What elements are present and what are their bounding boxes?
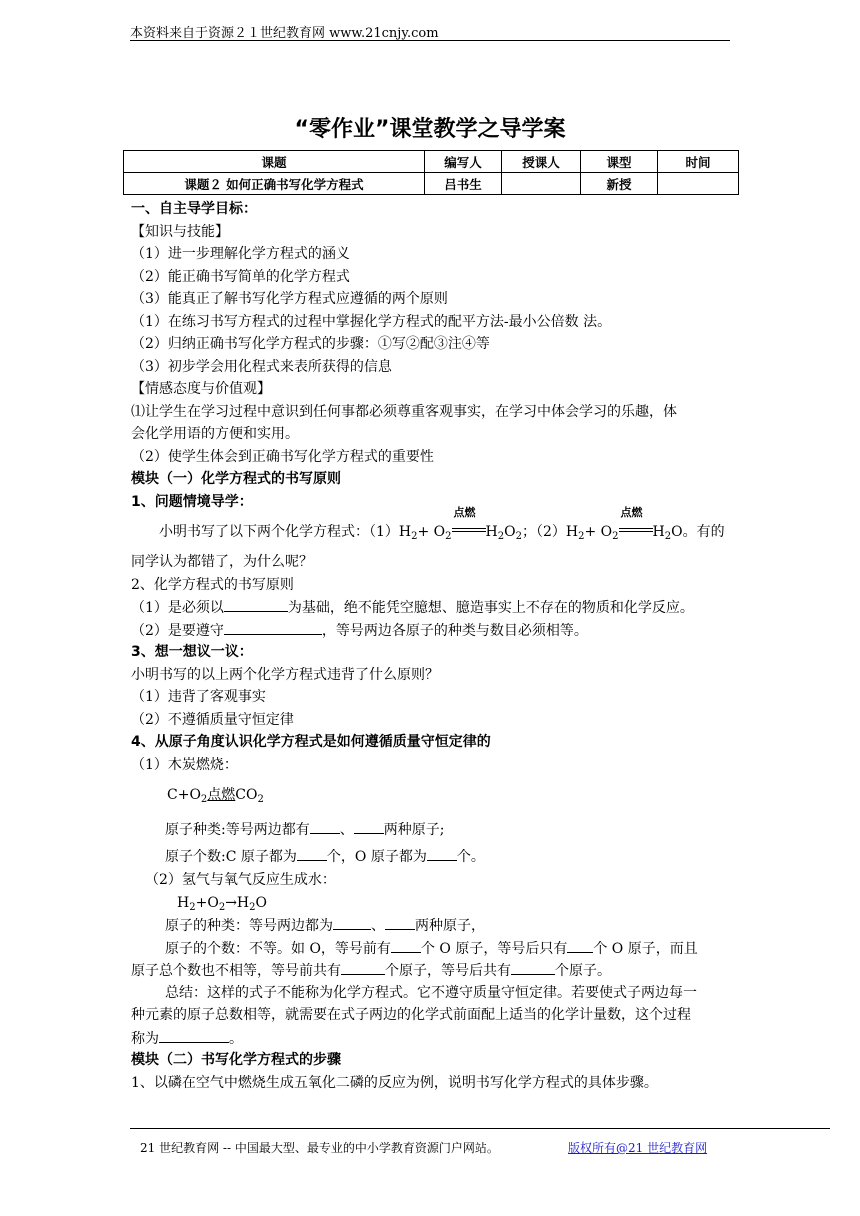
paragraph-line: 同学认为都错了，为什么呢？ xyxy=(131,554,313,570)
table-cell: 吕书生 xyxy=(425,173,502,195)
atom-heading: 4、从原子角度认识化学方程式是如何遵循质量守恒定律的 xyxy=(131,734,491,750)
answer-blank[interactable] xyxy=(511,959,555,975)
table-header-row xyxy=(124,151,739,173)
list-item: （3）初步学会用化程式来表所获得的信息 xyxy=(131,358,392,375)
answer-blank[interactable] xyxy=(391,937,421,953)
fill-blank-line: （2）是要遵守 ，等号两边各原子的种类与数目必须相等。 xyxy=(131,619,731,642)
paragraph-line: ⑴让学生在学习过程中意识到任何事都必须尊重客观事实，在学习中体会学习的乐趣，体 xyxy=(131,403,677,420)
fill-blank-line: 原子的种类：等号两边都为 、 两种原子， xyxy=(131,914,731,937)
principle-heading: 2、化学方程式的书写原则 xyxy=(131,576,294,593)
hydrogen-equation: $H_2+O_2\to H_2O$ xyxy=(177,894,267,913)
equation-line: 小明书写了以下两个化学方程式：$(1)H_2+ O_2$ 点燃 $H_2O_2$；$(2)H_2+ O_2$ 点燃 $H_2O$。有的 xyxy=(159,506,725,542)
answer-blank[interactable] xyxy=(354,818,384,834)
list-item: （2）使学生体会到正确书写化学方程式的重要性 xyxy=(131,448,434,465)
module2-heading: 模块（二）书写化学方程式的步骤 xyxy=(131,1052,341,1068)
table-header-cell: 课题 xyxy=(124,151,425,173)
table-header-cell: 编写人 xyxy=(425,151,502,173)
fill-blank-line: 原子的个数：不等。如 O，等号前有 个 O 原子，等号后只有 个 O 原子，而且 xyxy=(131,937,731,960)
header-divider xyxy=(130,40,730,41)
answer-blank[interactable] xyxy=(224,596,288,612)
ignite-condition: 点燃 xyxy=(452,522,486,536)
table-cell: 新授 xyxy=(581,173,658,195)
page-header-source: 本资料来自于资源２１世纪教育网 www.21cnjy.com xyxy=(130,26,439,41)
paragraph-line: 总结：这样的式子不能称为化学方程式。它不遵守质量守恒定律。若要使式子两边每一 xyxy=(165,984,697,1001)
equation-intro: 小明书写了以下两个化学方程式：（1）H xyxy=(159,524,412,540)
answer-blank[interactable] xyxy=(297,845,327,861)
list-item: （2）氢气与氧气反应生成水： xyxy=(145,872,336,888)
answer-blank[interactable] xyxy=(333,914,371,930)
table-header-cell: 授课人 xyxy=(502,151,581,173)
footer-text: 21 世纪教育网 -- 中国最大型、最专业的中小学教育资源门户网站。 xyxy=(140,1141,499,1155)
table-cell xyxy=(658,173,739,195)
answer-blank[interactable] xyxy=(567,937,593,953)
answer-blank[interactable] xyxy=(427,845,457,861)
list-item: （2）不遵循质量守恒定律 xyxy=(131,711,294,728)
fill-blank-line: 原子个数:C 原子都为 个，O 原子都为 个。 xyxy=(131,845,731,868)
list-item: （3）能真正了解书写化学方程式应遵循的两个原则 xyxy=(131,291,448,307)
paragraph-line: 种元素的原子总数相等，就需要在式子两边的化学式前面配上适当的化学计量数，这个过程 xyxy=(131,1007,691,1023)
fill-blank-line: 原子种类:等号两边都有 、 两种原子; xyxy=(131,818,731,841)
fill-blank-line: 原子总个数也不相等，等号前共有 个原子，等号后共有 个原子。 xyxy=(131,959,731,982)
paragraph-line: 会化学用语的方便和实用。 xyxy=(131,426,299,442)
fill-blank-line: （1）是必须以 为基础，绝不能凭空臆想、臆造事实上不存在的物质和化学反应。 xyxy=(131,596,731,619)
table-row xyxy=(124,173,739,195)
emotion-heading: 【情感态度与价值观】 xyxy=(131,381,271,397)
table-header-cell: 课型 xyxy=(581,151,658,173)
list-item: （1）进一步理解化学方程式的涵义 xyxy=(131,246,350,262)
list-item: （2）归纳正确书写化学方程式的步骤：①写②配③注④等 xyxy=(131,336,490,352)
list-item: （1）在练习书写方程式的过程中掌握化学方程式的配平方法-最小公倍数 法。 xyxy=(131,313,612,330)
answer-blank[interactable] xyxy=(224,619,322,635)
document-body xyxy=(131,198,731,1094)
think-heading: 3、想一想议一议： xyxy=(131,644,253,660)
paragraph-line: 1、以磷在空气中燃烧生成五氧化二磷的反应为例，说明书写化学方程式的具体步骤。 xyxy=(131,1074,658,1091)
paragraph-line: 小明书写的以上两个化学方程式违背了什么原则？ xyxy=(131,666,439,683)
answer-blank[interactable] xyxy=(385,914,415,930)
carbon-equation: $C+O_2$点燃$CO_2$ xyxy=(167,787,264,805)
table-cell: 课题２ 如何正确书写化学方程式 xyxy=(124,173,425,195)
table-cell xyxy=(502,173,581,195)
lesson-info-table xyxy=(123,150,739,195)
question-heading: 1、问题情境导学： xyxy=(131,493,253,510)
list-item: （1）木炭燃烧： xyxy=(131,756,238,773)
answer-blank[interactable] xyxy=(310,818,340,834)
ignite-condition: 点燃 xyxy=(619,522,653,536)
fill-blank-line: 称为 。 xyxy=(131,1027,731,1050)
module1-heading: 模块（一）化学方程式的书写原则 xyxy=(131,471,341,487)
answer-blank[interactable] xyxy=(341,959,385,975)
knowledge-heading: 【知识与技能】 xyxy=(131,223,229,240)
page-title: “零作业”课堂教学之导学案 xyxy=(294,117,566,142)
table-header-cell: 时间 xyxy=(658,151,739,173)
goals-heading: 一、自主导学目标： xyxy=(131,201,257,217)
footer-divider xyxy=(130,1128,830,1129)
list-item: （1）违背了客观事实 xyxy=(131,689,266,705)
answer-blank[interactable] xyxy=(159,1027,229,1043)
copyright-link[interactable]: 版权所有@21 世纪教育网 xyxy=(568,1141,708,1155)
list-item: （2）能正确书写简单的化学方程式 xyxy=(131,268,350,285)
